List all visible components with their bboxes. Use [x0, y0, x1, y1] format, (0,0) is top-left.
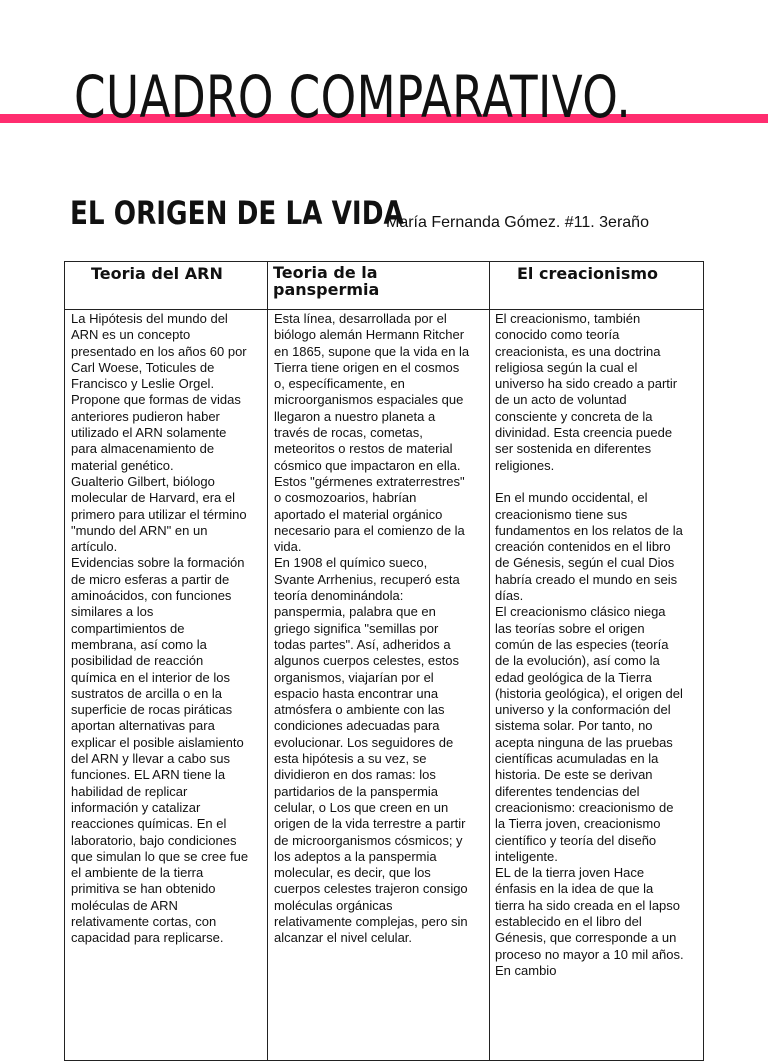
- column-header-arn: Teoria del ARN: [91, 264, 223, 283]
- page-subtitle: EL ORIGEN DE LA VIDA: [70, 194, 404, 232]
- page-title: CUADRO COMPARATIVO.: [74, 63, 632, 131]
- column-header-creacionismo: El creacionismo: [517, 264, 659, 283]
- author-line: María Fernanda Gómez. #11. 3eraño: [386, 214, 649, 231]
- column-header-panspermia: Teoria de la panspermia: [273, 263, 380, 299]
- column-body-creacionismo: El creacionismo, también conocido como teoría creacionista, es una doctrina religiosa según la cual el universo ha sido creado a partir de un acto de voluntad consciente y concreta de la divinidad. Esta creencia puede ser sostenida en diferentes religiones. En el mundo occidental, el creacionismo tiene sus fundamentos en los relatos de la creación contenidos en el libro de Génesis, según el cual Dios habría creado el mundo en seis días. El creacionismo clásico niega las teorías sobre el origen común de las especies (teoría de la evolución), así como la edad geológica de la Tierra (historia geológica), el origen del universo y la conformación del sistema solar. Por tanto, no acepta ninguna de las pruebas científicas acumuladas en la historia. De este se derivan diferentes tendencias del creacionismo: creacionismo de la Tierra joven, creacionismo científico y teoría del diseño inteligente. EL de la tierra joven Hace énfasis en la idea de que la tierra ha sido creada en el lapso establecido en el libro del Génesis, que corresponde a un proceso no mayor a 10 mil años. En cambio: [495, 311, 684, 978]
- column-divider: [267, 262, 268, 1060]
- column-body-panspermia: Esta línea, desarrollada por el biólogo alemán Hermann Ritcher en 1865, supone que la vida en la Tierra tiene origen en el cosmos o, específicamente, en microorganismos espaciales que llegaron a nuestro planeta a través de rocas, cometas, meteoritos o restos de material cósmico que impactaron en ella. Estos "gérmenes extraterrestres" o cosmozoarios, habrían aportado el material orgánico necesario para el comienzo de la vida. En 1908 el químico sueco, Svante Arrhenius, recuperó esta teoría denominándola: panspermia, palabra que en griego significa "semillas por todas partes". Así, adheridos a algunos cuerpos celestes, estos organismos, viajarían por el espacio hasta encontrar una atmósfera o ambiente con las condiciones adecuadas para evolucionar. Los seguidores de esta hipótesis a su vez, se dividieron en dos ramas: los partidarios de la panspermia celular, o Los que creen en un origen de la vida terrestre a partir de microorganismos cósmicos; y los adeptos a la panspermia molecular, es decir, que los cuerpos celestes trajeron consigo moléculas orgánicas relativamente complejas, pero sin alcanzar el nivel celular.: [274, 311, 470, 946]
- column-divider: [489, 262, 490, 1060]
- column-body-arn: La Hipótesis del mundo del ARN es un concepto presentado en los años 60 por Carl Woese, Toticules de Francisco y Leslie Orgel. Propone que formas de vidas anteriores pudieron haber utilizado el ARN solamente para almacenamiento de material genético. Gualterio Gilbert, biólogo molecular de Harvard, era el primero para utilizar el término "mundo del ARN" en un artículo. Evidencias sobre la formación de micro esferas a partir de aminoácidos, con funciones similares a los compartimientos de membrana, así como la posibilidad de reacción química en el interior de los sustratos de arcilla o en la superficie de rocas piráticas aportan alternativas para explicar el posible aislamiento del ARN y llevar a cabo sus funciones. EL ARN tiene la habilidad de replicar información y catalizar reacciones químicas. En el laboratorio, bajo condiciones que simulan lo que se cree fue el ambiente de la tierra primitiva se han obtenido moléculas de ARN relativamente cortas, con capacidad para replicarse.: [71, 311, 249, 946]
- comparison-table: [64, 261, 704, 1061]
